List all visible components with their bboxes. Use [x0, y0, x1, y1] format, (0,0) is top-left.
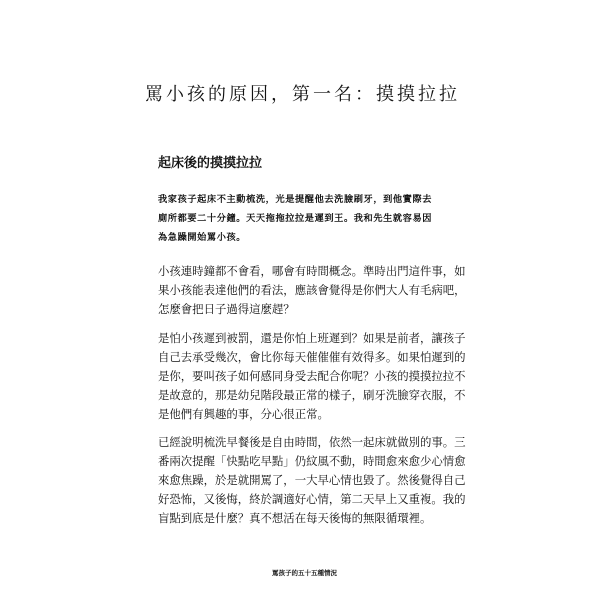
- intro-line: 我家孩子起床不主動梳洗，光是提醒他去洗臉刷牙，到他實際去: [158, 194, 433, 205]
- paragraph-line: 自己去承受幾次，會比你每天催催催有效得多。如果怕遲到的: [158, 350, 466, 364]
- paragraph-line: 是怕小孩遲到被罰，還是你怕上班遲到？如果是前者，讓孩子: [158, 331, 466, 345]
- paragraph-line: 是他們有興趣的事，分心很正常。: [158, 407, 329, 421]
- section-title: 起床後的摸摸拉拉: [158, 156, 263, 171]
- paragraph-line: 怎麼會把日子過得這麼趕？: [158, 302, 295, 316]
- body-paragraph-1: [158, 262, 466, 319]
- chapter-title: 罵小孩的原因，第一名：摸摸拉拉: [145, 84, 460, 105]
- paragraph-line: 盲點到底是什麼？真不想活在每天後悔的無限循環裡。: [158, 511, 432, 525]
- paragraph-line: 好恐怖，又後悔，終於調適好心情，第二天早上又重複。我的: [158, 492, 466, 506]
- paragraph-line: 番兩次提醒「快點吃早點」仍紋風不動，時間愈來愈少心情愈: [158, 454, 466, 468]
- paragraph-line: 已經說明梳洗早餐後是自由時間，依然一起床就做別的事。三: [158, 435, 466, 449]
- paragraph-line: 果小孩能表達他們的看法，應該會覺得是你們大人有毛病吧，: [158, 283, 466, 297]
- body-paragraph-2: [158, 329, 466, 424]
- body-paragraph-3: [158, 433, 466, 528]
- intro-line: 為急躁開始罵小孩。: [158, 232, 247, 243]
- paragraph-line: 小孩連時鐘都不會看，哪會有時間概念。準時出門這件事，如: [158, 264, 466, 278]
- paragraph-line: 是故意的，那是幼兒階段最正常的樣子，刷牙洗臉穿衣服，不: [158, 388, 466, 402]
- paragraph-line: 來愈焦躁，於是就開罵了，一大早心情也毀了。然後覺得自己: [158, 473, 466, 487]
- running-footer: 罵孩子的五十五種情況: [272, 569, 337, 577]
- paragraph-line: 是你，要叫孩子如何感同身受去配合你呢？小孩的摸摸拉拉不: [158, 369, 466, 383]
- intro-quote: [158, 190, 458, 247]
- intro-line: 廁所都要二十分鐘。天天拖拖拉拉是遲到王。我和先生就容易因: [158, 213, 433, 224]
